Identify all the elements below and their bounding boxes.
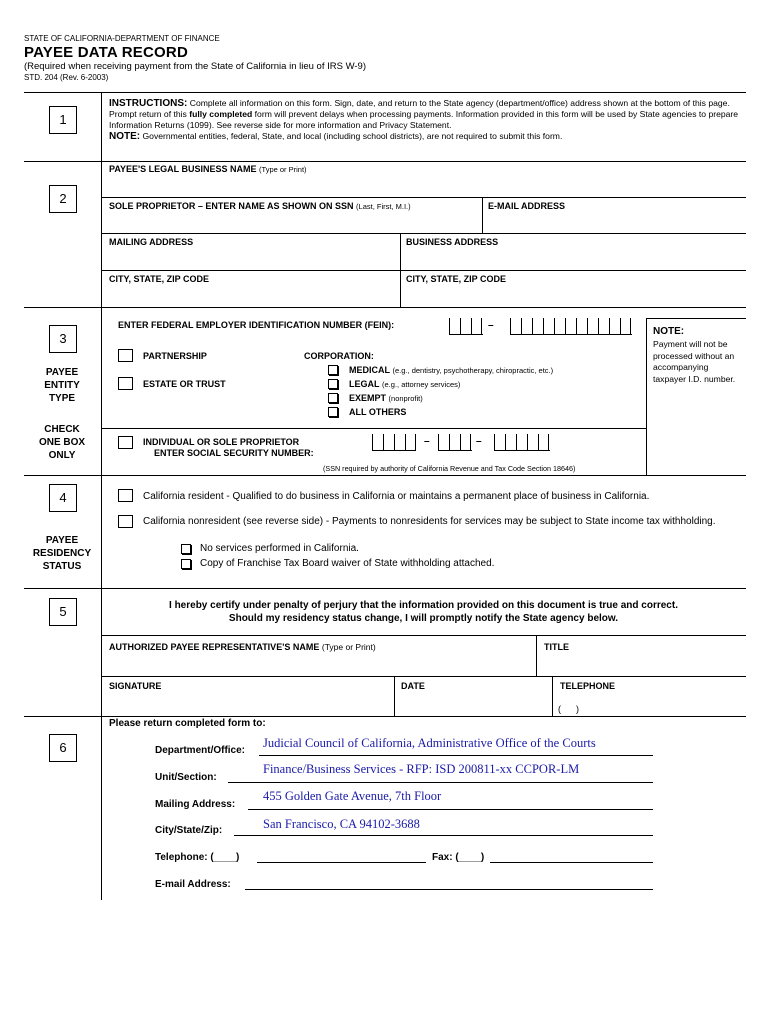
mailing-label: Mailing Address: — [155, 799, 236, 810]
ssn-part2-boxes[interactable] — [438, 434, 472, 451]
fein-suffix-boxes[interactable] — [510, 318, 632, 335]
section-4-top-border — [24, 475, 746, 476]
exempt-checkbox[interactable] — [328, 393, 338, 403]
fein-label: ENTER FEDERAL EMPLOYER IDENTIFICATION NUMBER (FEIN): — [118, 320, 395, 330]
check-one-box-label: CHECK ONE BOX ONLY — [38, 424, 86, 461]
rep-name-field[interactable] — [109, 642, 376, 652]
note-text: Governmental entities, federal, State, and local (including school districts), are not required to submit this form. — [140, 131, 563, 141]
medical-checkbox[interactable] — [328, 365, 338, 375]
instructions-text — [109, 98, 739, 142]
fax-underline[interactable] — [490, 862, 653, 863]
payee-entity-type-label: PAYEE ENTITY TYPE — [44, 367, 80, 404]
unit-label: Unit/Section: — [155, 772, 217, 783]
date-field[interactable]: DATE — [401, 681, 425, 691]
partnership-checkbox[interactable] — [118, 349, 133, 362]
ssn-part3-boxes[interactable] — [494, 434, 550, 451]
row-divider — [101, 270, 746, 271]
row-divider — [101, 635, 746, 636]
no-services-label: No services performed in California. — [200, 543, 359, 554]
estate-trust-checkbox[interactable] — [118, 377, 133, 390]
sole-prop-label: SOLE PROPRIETOR – ENTER NAME AS SHOWN ON SSN — [109, 201, 354, 211]
fein-dash: – — [488, 320, 494, 331]
business-address-field[interactable]: BUSINESS ADDRESS — [406, 237, 499, 247]
ssn-part1-boxes[interactable] — [372, 434, 416, 451]
dept-label: Department/Office: — [155, 745, 246, 756]
signature-field[interactable]: SIGNATURE — [109, 681, 162, 691]
estate-trust-label: ESTATE OR TRUST — [143, 379, 226, 389]
unit-underline — [228, 782, 653, 783]
col-divider — [552, 676, 553, 716]
ssn-authority-note: (SSN required by authority of California Revenue and Tax Code Section 18646) — [323, 464, 576, 473]
row-divider — [101, 197, 746, 198]
email-label: E-mail Address: — [155, 879, 231, 890]
top-border — [24, 92, 746, 93]
city-underline — [234, 835, 653, 836]
all-others-label: ALL OTHERS — [349, 407, 407, 417]
form-subtitle: (Required when receiving payment from the State of California in lieu of IRS W-9) — [24, 61, 366, 72]
section-4-number: 4 — [49, 484, 77, 512]
mailing-address-field[interactable]: MAILING ADDRESS — [109, 237, 194, 247]
col-divider — [394, 676, 395, 716]
certify-line-2: Should my residency status change, I will promptly notify the State agency below. — [228, 613, 619, 624]
telephone-underline[interactable] — [257, 862, 426, 863]
payee-residency-status-label: PAYEE RESIDENCY STATUS — [32, 535, 92, 572]
section-5-top-border — [24, 588, 746, 589]
return-label: Please return completed form to: — [109, 718, 266, 729]
row-divider — [101, 233, 746, 234]
exempt-text: EXEMPT — [349, 393, 387, 403]
form-title: PAYEE DATA RECORD — [24, 44, 188, 61]
city-value[interactable]: San Francisco, CA 94102-3688 — [263, 817, 420, 831]
ssn-dash-2: – — [476, 436, 482, 447]
fax-label: Fax: (____) — [432, 852, 485, 863]
exempt-label — [349, 393, 423, 403]
city-label: City/State/Zip: — [155, 825, 223, 836]
ca-resident-label: California resident - Qualified to do business in California or maintains a permanent place of business in California. — [143, 491, 650, 502]
unit-value[interactable]: Finance/Business Services - RFP: ISD 200811-xx CCPOR-LM — [263, 762, 580, 776]
partnership-label: PARTNERSHIP — [143, 351, 207, 361]
section-6-number: 6 — [49, 734, 77, 762]
medical-text: MEDICAL — [349, 365, 390, 375]
city-state-zip-field-1[interactable]: CITY, STATE, ZIP CODE — [109, 274, 210, 284]
note-title: NOTE: — [653, 326, 685, 337]
medical-label — [349, 365, 553, 375]
legal-checkbox[interactable] — [328, 379, 338, 389]
no-services-checkbox[interactable] — [181, 544, 191, 554]
instructions-bold: fully completed — [189, 109, 253, 119]
ftb-waiver-checkbox[interactable] — [181, 559, 191, 569]
exempt-sub: (nonprofit) — [388, 394, 423, 403]
medical-sub: (e.g., dentistry, psychotherapy, chiropractic, etc.) — [392, 366, 554, 375]
note-box-top — [646, 318, 746, 319]
email-underline[interactable] — [245, 889, 653, 890]
legal-name-label: PAYEE'S LEGAL BUSINESS NAME — [109, 164, 257, 174]
legal-text: LEGAL — [349, 379, 380, 389]
individual-divider — [101, 428, 646, 429]
left-column-divider — [101, 92, 102, 900]
ssn-dash-1: – — [424, 436, 430, 447]
col-divider — [482, 197, 483, 233]
email-field[interactable]: E-MAIL ADDRESS — [488, 201, 566, 211]
section-2-top-border — [24, 161, 746, 162]
note-box-left — [646, 318, 647, 475]
section-6-top-border — [24, 716, 746, 717]
section-3-number: 3 — [49, 325, 77, 353]
dept-value[interactable]: Judicial Council of California, Administrative Office of the Courts — [263, 736, 596, 750]
telephone-field[interactable]: TELEPHONE — [560, 681, 616, 691]
mailing-underline — [248, 809, 653, 810]
all-others-checkbox[interactable] — [328, 407, 338, 417]
note-text: Payment will not be processed without an accompanying taxpayer I.D. number. — [653, 339, 736, 384]
corporation-label: CORPORATION: — [304, 351, 374, 361]
ftb-waiver-label: Copy of Franchise Tax Board waiver of State withholding attached. — [200, 558, 495, 569]
individual-label: INDIVIDUAL OR SOLE PROPRIETOR — [143, 437, 300, 447]
fein-prefix-boxes[interactable] — [449, 318, 483, 335]
telephone-label: Telephone: (____) — [155, 852, 240, 863]
ca-resident-checkbox[interactable] — [118, 489, 133, 502]
row-divider — [101, 676, 746, 677]
section-2-number: 2 — [49, 185, 77, 213]
certify-line-1: I hereby certify under penalty of perjury that the information provided on this document is true and correct. — [169, 600, 678, 611]
col-divider — [536, 635, 537, 676]
agency-name: STATE OF CALIFORNIA-DEPARTMENT OF FINANCE — [24, 34, 220, 43]
sole-proprietor-field[interactable] — [109, 201, 411, 211]
instructions-part1: Complete all information on this form. Sign, date, and return to the State agency (department/office) address shown at the bottom of this page. Prompt return of this — [109, 98, 730, 119]
sole-prop-sub: (Last, First, M.I.) — [356, 202, 411, 211]
dept-underline — [259, 755, 653, 756]
ssn-label: ENTER SOCIAL SECURITY NUMBER: — [154, 448, 314, 458]
legal-sub: (e.g., attorney services) — [382, 380, 461, 389]
note-label: NOTE: — [109, 131, 141, 142]
ca-nonresident-checkbox[interactable] — [118, 515, 133, 528]
rep-name-sub: (Type or Print) — [321, 642, 376, 652]
title-field[interactable]: TITLE — [544, 642, 569, 652]
telephone-parens: ( ) — [558, 704, 579, 714]
section-1-number: 1 — [49, 106, 77, 134]
city-state-zip-field-2[interactable]: CITY, STATE, ZIP CODE — [406, 274, 507, 284]
rep-name-label: AUTHORIZED PAYEE REPRESENTATIVE'S NAME — [109, 642, 320, 652]
ca-nonresident-label: California nonresident (see reverse side) - Payments to nonresidents for services may be subject to State income tax withholding. — [143, 516, 716, 527]
legal-label — [349, 379, 460, 389]
instructions-part2: form will prevent delays when processing payments. Information provided in this form will be used by State agencies to prepare Information Returns (1099). See reverse side for more information and Privacy Statement. — [109, 109, 739, 130]
individual-checkbox[interactable] — [118, 436, 133, 449]
mailing-value[interactable]: 455 Golden Gate Avenue, 7th Floor — [263, 789, 442, 803]
section-5-number: 5 — [49, 598, 77, 626]
section-3-top-border — [24, 307, 746, 308]
legal-name-field[interactable] — [109, 164, 307, 174]
legal-name-sub: (Type or Print) — [259, 165, 307, 174]
instructions-label: INSTRUCTIONS: — [109, 98, 188, 109]
form-number: STD. 204 (Rev. 6-2003) — [24, 73, 109, 82]
